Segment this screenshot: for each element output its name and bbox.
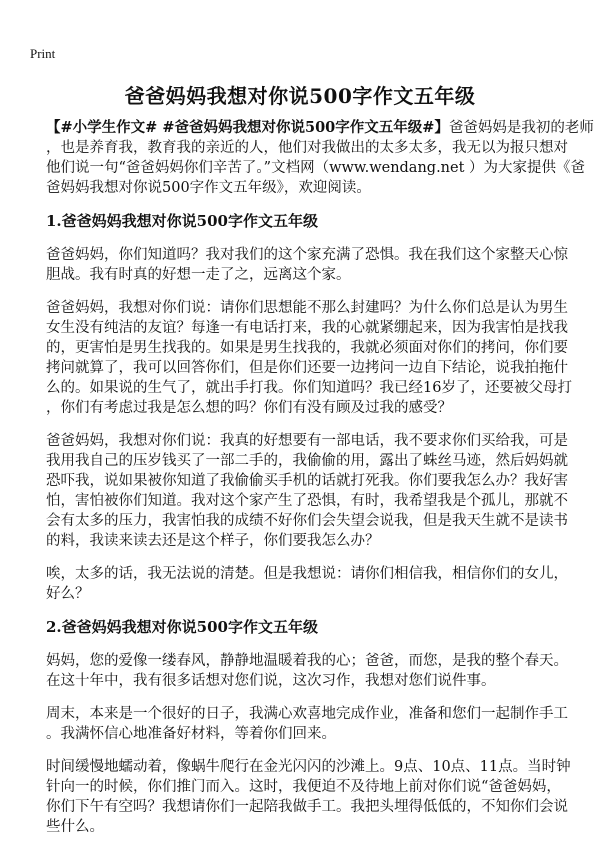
section-heading: 1.爸爸妈妈我想对你说500字作文五年级 [46,212,318,230]
text-line: 爸爸妈妈，我想对你们说：我真的好想要有一部电话，我不要求你们买给我，可是 [46,433,568,449]
intro-paragraph [46,118,594,198]
text-line: 拷问就算了，我可以回答你们，但是你们还要一边拷问一边自下结论，说我拍拖什 [46,360,568,376]
text-line: 我用我自己的压岁钱买了一部二手的，我偷偷的用，露出了蛛丝马迹，然后妈妈就 [46,453,568,469]
paragraph [46,564,566,604]
text-line: ，也是养育我，教育我的亲近的人，他们对我做出的太多太多，我无以为报只想对 [46,140,568,156]
paragraph [46,245,566,285]
text-line [46,118,594,138]
text-line: 时间缓慢地蠕动着，像蜗牛爬行在金光闪闪的沙滩上。9点、10点、11点。当时钟 [46,759,571,775]
text-line: 你们下午有空吗？我想请你们一起陪我做手工。我把头埋得低低的，不知你们会说 [46,799,568,815]
text-line: 在这十年中，我有很多话想对您们说，这次习作，我想对您们说件事。 [46,673,496,689]
text-line: 。我满怀信心地准备好材料，等着你们回来。 [46,726,336,742]
print-label: Print [30,46,56,61]
text-line: 会有太多的压力，我害怕我的成绩不好你们会失望会说我，但是我天生就不是读书 [46,513,568,529]
text-line: 针向一的时候，你们推门而入。这时，我便迫不及待地上前对你们说“爸爸妈妈， [46,779,561,795]
text-line: 好么？ [46,586,90,602]
paragraph [46,431,566,551]
text-line: 些什么。 [46,819,104,835]
text-line: 妈妈，您的爱像一缕春风，静静地温暖着我的心；爸爸，而您，是我的整个春天。 [46,653,568,669]
section-heading: 2.爸爸妈妈我想对你说500字作文五年级 [46,618,318,636]
page-title: 爸爸妈妈我想对你说500字作文五年级 [124,84,476,108]
text-line: 胆战。我有时真的好想一走了之，远离这个家。 [46,267,351,283]
text-line: 怕，害怕被你们知道。我对这个家产生了恐惧，有时，我希望我是个孤儿，那就不 [46,493,568,509]
text-line: 爸爸妈妈，我想对你们说：请你们思想能不那么封建吗？为什么你们总是认为男生 [46,300,568,316]
text-line: 的，更害怕是男生找我的。如果是男生找我的，我就必须面对你们的拷问，你们要 [46,340,568,356]
text-line: 爸妈妈我想对你说500字作文五年级》，欢迎阅读。 [46,180,371,196]
text-line: 女生没有纯洁的友谊？每逢一有电话打来，我的心就紧绷起来，因为我害怕是找我 [46,320,568,336]
paragraph [46,651,566,691]
paragraph [46,298,572,418]
text-line: 的料，我读来读去还是这个样子，你们要我怎么办？ [46,533,380,549]
text-line: 他们说一句“爸爸妈妈你们辛苦了。”文档网（www.wendang.net ）为大家提供《爸 [46,160,586,176]
intro-text: 爸爸妈妈是我初的老师 [448,120,594,136]
text-line: ，你们有考虑过我是怎么想的吗？你们有没有顾及过我的感受？ [46,400,452,416]
document-body [46,118,594,850]
paragraph [46,704,566,744]
text-line: 周末，本来是一个很好的日子，我满心欢喜地完成作业，准备和您们一起制作手工 [46,706,568,722]
text-line: 唉，太多的话，我无法说的清楚。但是我想说：请你们相信我，相信你们的女儿， [46,566,568,582]
intro-tags: 【#小学生作文# #爸爸妈妈我想对你说500字作文五年级#】 [46,119,449,136]
paragraph [46,757,571,837]
text-line: 恐吓我，说如果被你知道了我偷偷买手机的话就打死我。你们要我怎么办？我好害 [46,473,568,489]
text-line: 么的。如果说的生气了，就出手打我。你们知道吗？我已经16岁了，还要被父母打 [46,380,572,396]
text-line: 爸爸妈妈，你们知道吗？我对我们的这个家充满了恐惧。我在我们这个家整天心惊 [46,247,568,263]
